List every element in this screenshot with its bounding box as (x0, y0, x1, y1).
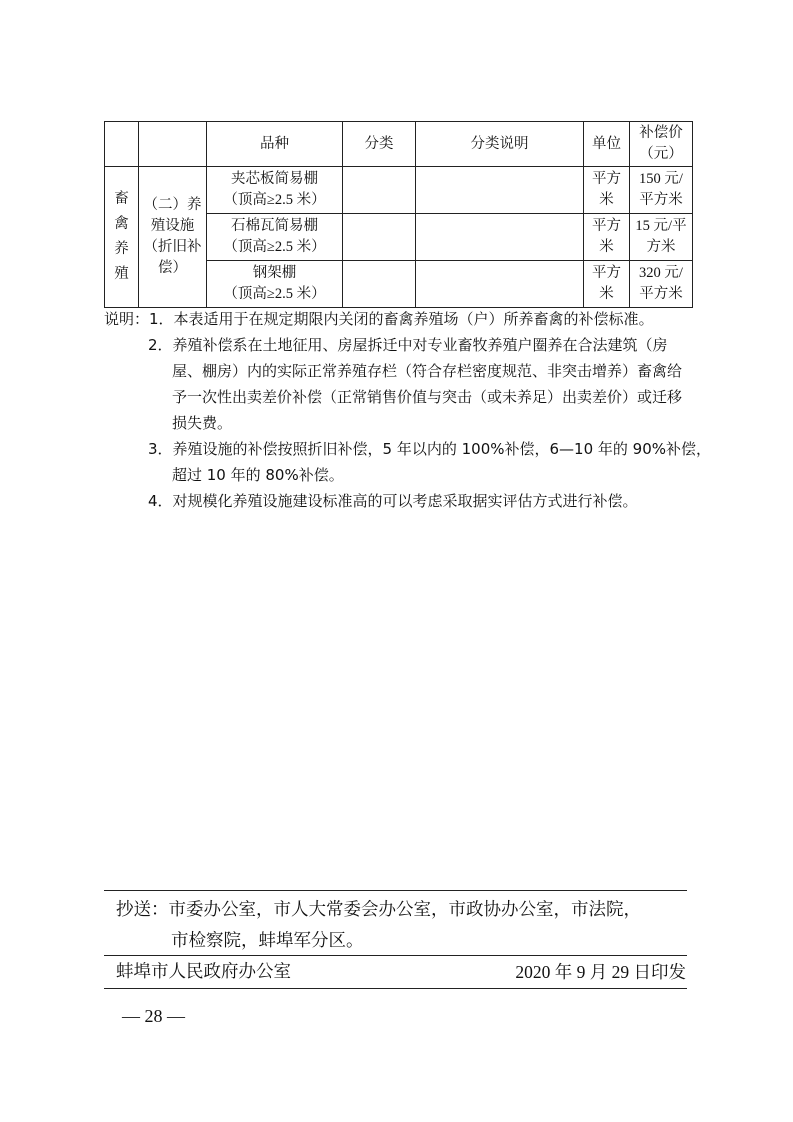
note-item (104, 306, 704, 332)
price-cell (630, 167, 693, 214)
note-text: 2．养殖补偿系在土地征用、房屋拆迁中对专业畜牧养殖户圈养在合法建筑（房 (148, 336, 668, 354)
variety-cell (207, 214, 343, 261)
header-blank-2 (139, 122, 207, 167)
header-description: 分类说明 (416, 122, 584, 167)
header-blank-1 (105, 122, 139, 167)
note-item (104, 436, 712, 488)
unit-cell (584, 214, 630, 261)
variety-name: 钢架棚 (252, 265, 297, 281)
subcategory-line: 殖设施 (150, 218, 195, 234)
variety-name: 夹芯板简易棚 (231, 171, 318, 187)
unit-cell (584, 167, 630, 214)
price-line: 方米 (646, 239, 676, 255)
description-cell (416, 167, 584, 214)
unit-line: 平方 (592, 265, 621, 281)
unit-line: 米 (599, 286, 614, 302)
category-cell (105, 167, 139, 308)
class-cell (343, 261, 416, 308)
subcategory-line: 偿） (158, 260, 187, 276)
header-price (630, 122, 693, 167)
unit-line: 米 (599, 192, 614, 208)
unit-line: 平方 (592, 218, 621, 234)
issue-date: 2020 年 9 月 29 日印发 (515, 962, 686, 982)
price-line: 150 元/ (639, 171, 683, 187)
note-text: 3．养殖设施的补偿按照折旧补偿，5 年以内的 100%补偿，6—10 年的 90%补偿， (148, 440, 712, 458)
compensation-table (104, 121, 693, 308)
notes-section (104, 306, 712, 514)
price-cell (630, 261, 693, 308)
cc-line: 市检察院，蚌埠军分区。 (171, 931, 364, 951)
note-item (104, 332, 704, 436)
price-cell (630, 214, 693, 261)
note-text: 超过 10 年的 80%补偿。 (172, 466, 344, 484)
note-text: 4．对规模化养殖设施建设标准高的可以考虑采取据实评估方式进行补偿。 (148, 492, 638, 510)
subcategory-line: （折旧补 (143, 239, 202, 255)
page-number: — 28 — (122, 1006, 185, 1026)
cc-block (116, 895, 686, 957)
footer-bottom-rule (104, 988, 687, 989)
category-char: 禽 (114, 216, 129, 232)
unit-line: 米 (599, 239, 614, 255)
class-cell (343, 167, 416, 214)
note-text: 屋、棚房）内的实际正常养殖存栏（符合存栏密度规范、非突击增养）畜禽给 (172, 362, 683, 380)
description-cell (416, 261, 584, 308)
issuer-name: 蚌埠市人民政府办公室 (116, 962, 291, 982)
subcategory-cell (139, 167, 207, 308)
unit-cell (584, 261, 630, 308)
variety-name: 石棉瓦简易棚 (231, 218, 318, 234)
category-char: 畜 (114, 191, 129, 207)
note-item (104, 488, 704, 514)
header-unit: 单位 (584, 122, 630, 167)
variety-spec: （顶高≥2.5 米） (223, 239, 326, 255)
price-line: 平方米 (639, 192, 683, 208)
price-line: 15 元/平 (635, 218, 687, 234)
notes-prefix: 说明： (104, 310, 150, 328)
variety-spec: （顶高≥2.5 米） (223, 192, 326, 208)
footer-top-rule (104, 890, 687, 891)
variety-spec: （顶高≥2.5 米） (223, 286, 326, 302)
table-row (105, 167, 693, 214)
category-char: 殖 (114, 266, 129, 282)
table-header-row (105, 122, 693, 167)
header-price-line1: 补偿价 (639, 125, 683, 141)
note-text: 予一次性出卖差价补偿（正常销售价值与突击（或未养足）出卖差价）或迁移 (172, 388, 683, 406)
price-line: 320 元/ (639, 265, 683, 281)
class-cell (343, 214, 416, 261)
unit-line: 平方 (592, 171, 621, 187)
cc-line: 抄送：市委办公室，市人大常委会办公室，市政协办公室，市法院， (116, 900, 641, 920)
price-line: 平方米 (639, 286, 683, 302)
note-text: 1．本表适用于在规定期限内关闭的畜禽养殖场（户）所养畜禽的补偿标准。 (149, 310, 654, 328)
header-variety: 品种 (207, 122, 343, 167)
subcategory-line: （二）养 (143, 197, 202, 213)
note-text: 损失费。 (172, 414, 233, 432)
variety-cell (207, 167, 343, 214)
footer-middle-rule (104, 955, 687, 956)
header-price-line2: （元） (639, 146, 683, 162)
header-class: 分类 (343, 122, 416, 167)
description-cell (416, 214, 584, 261)
variety-cell (207, 261, 343, 308)
category-char: 养 (114, 241, 129, 257)
